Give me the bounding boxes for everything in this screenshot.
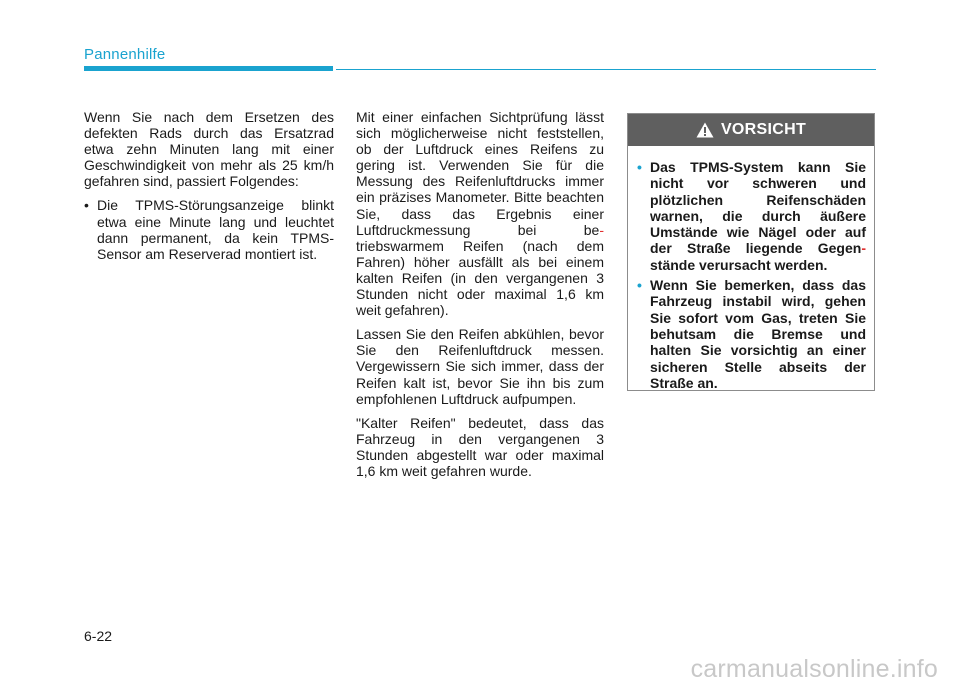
left-column — [84, 109, 334, 262]
caution-list — [637, 159, 866, 391]
caution-header — [628, 114, 874, 146]
caution-box — [627, 113, 875, 391]
bullet-list — [84, 197, 334, 261]
caution-text: Das TPMS-System kann Sie nicht vor schweren und plötzlichen Reifenschäden warnen, die durch äußere Umstände wie Nägel oder auf der Straße liegende Gegen — [650, 159, 866, 257]
warning-triangle-icon — [696, 122, 714, 138]
paragraph-gauge — [356, 109, 604, 318]
bullet-item: • Die TPMS-Störungsanzeige blinkt etwa eine Minute lang und leuchtet dann permanent, da kein TPMS-Sensor am Reserverad montiert ist. — [84, 197, 334, 261]
hyphen-mark: - — [599, 221, 604, 238]
page-number: 6-22 — [84, 628, 113, 644]
hyphen-mark: - — [861, 240, 866, 257]
paragraph-text: Mit einer einfachen Sichtprüfung lässt sich möglicherweise nicht feststellen, ob der Luftdruck eines Reifens zu gering ist. Verwenden Sie für die Messung des Reifenluftdrucks immer ein präzises Manometer. Bitte beachten Sie, dass das Ergebnis einer Luftdruckmessung bei be — [356, 109, 604, 238]
header-rule — [336, 69, 876, 70]
caution-item: • Wenn Sie bemerken, dass das Fahrzeug instabil wird, gehen Sie sofort vom Gas, treten Sie behutsam die Bremse und halten Sie vorsichtig an einer sicheren Stelle abseits der Straße an. — [637, 277, 866, 391]
caution-body — [628, 146, 874, 391]
paragraph-cooling: Lassen Sie den Reifen abkühlen, bevor Sie den Reifenluftdruck messen. Vergewissern Sie sich immer, dass der Reifen kalt ist, bevor Sie ihn bis zum empfohlenen Luftdruck aufpumpen. — [356, 326, 604, 407]
watermark: carmanualsonline.info — [690, 655, 938, 683]
paragraph-text: triebswarmem Reifen (nach dem Fahren) höher ausfällt als bei einem kalten Reifen (in den vergangenen 3 Stunden nicht oder maximal 1,6 km weit gefahren). — [356, 237, 604, 319]
caution-title: VORSICHT — [720, 121, 807, 138]
intro-paragraph: Wenn Sie nach dem Ersetzen des defekten Rads durch das Ersatzrad etwa zehn Minuten lang mit einer Geschwindigkeit von mehr als 25 km/h gefahren sind, passiert Folgendes: — [84, 109, 334, 190]
paragraph-cold-tire: "Kalter Reifen" bedeutet, dass das Fahrzeug in den vergangenen 3 Stunden abgestellt war oder maximal 1,6 km weit gefahren wurde. — [356, 414, 604, 479]
section-title: Pannenhilfe — [84, 46, 166, 63]
caution-item — [637, 159, 866, 273]
caution-text: stände verursacht werden. — [650, 256, 828, 273]
middle-column — [356, 109, 604, 487]
header-accent-bar — [84, 66, 333, 71]
